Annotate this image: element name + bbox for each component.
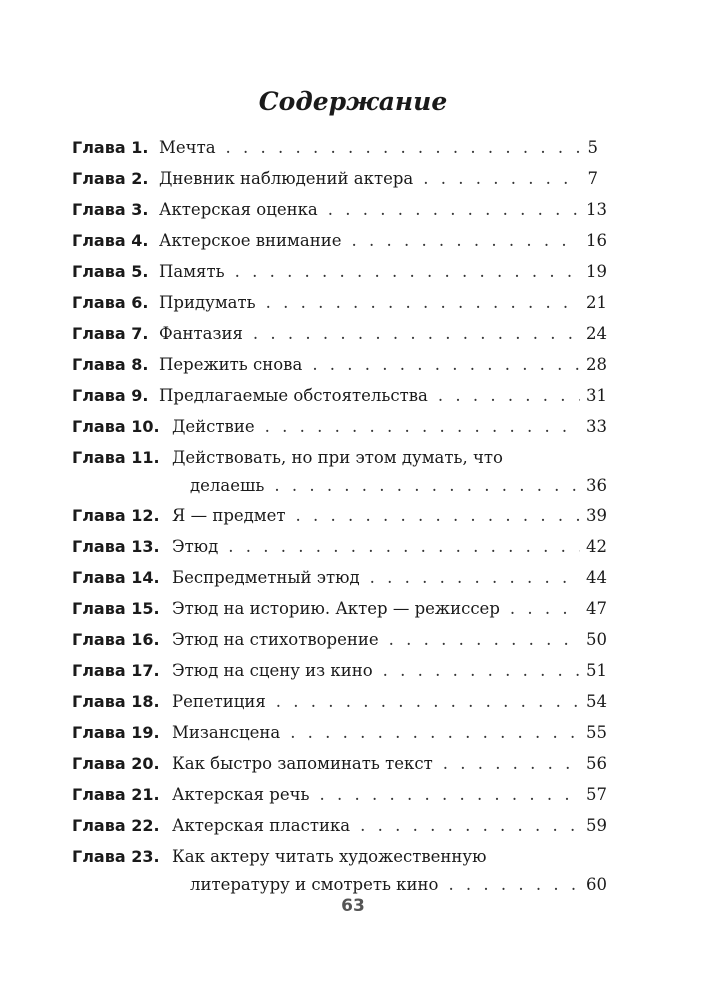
toc-entry[interactable] — [72, 533, 607, 564]
dot-leader — [226, 134, 580, 162]
chapter-label: Глава 12. — [72, 506, 160, 525]
chapter-title: Фантазия — [159, 324, 243, 343]
chapter-label: Глава 1. — [72, 138, 149, 157]
title-row — [159, 289, 607, 317]
chapter-title-line2: делаешь — [190, 476, 265, 495]
chapter-label: Глава 10. — [72, 417, 160, 436]
chapter-title: Актерское внимание — [159, 231, 342, 250]
chapter-page-number: 42 — [586, 537, 607, 556]
entry-body — [172, 781, 607, 809]
entry-body — [159, 165, 598, 193]
entry-body — [172, 750, 607, 778]
title-row — [172, 812, 607, 840]
title-row — [172, 719, 607, 747]
toc-entry[interactable] — [72, 750, 607, 781]
title-row — [159, 382, 607, 410]
chapter-label: Глава 15. — [72, 599, 160, 618]
chapter-page-number: 21 — [586, 293, 607, 312]
chapter-page-number: 24 — [586, 324, 607, 343]
chapter-label: Глава 20. — [72, 754, 160, 773]
chapter-title: Этюд — [172, 537, 219, 556]
entry-body — [159, 196, 607, 224]
chapter-title: Мизансцена — [172, 723, 281, 742]
chapter-title-line1: Действовать, но при этом думать, что — [172, 448, 503, 467]
chapter-page-number: 13 — [586, 200, 607, 219]
dot-leader — [253, 320, 580, 348]
chapter-label: Глава 16. — [72, 630, 160, 649]
title-row — [159, 320, 607, 348]
dot-leader — [265, 413, 580, 441]
toc-entry[interactable] — [72, 626, 607, 657]
entry-body — [172, 657, 607, 685]
chapter-page-number: 19 — [586, 262, 607, 281]
chapter-title: Мечта — [159, 138, 216, 157]
entry-body — [159, 227, 607, 255]
title-row — [159, 196, 607, 224]
title-row — [159, 165, 598, 193]
title-row — [172, 533, 607, 561]
chapter-label: Глава 21. — [72, 785, 160, 804]
toc-entry[interactable] — [72, 134, 598, 165]
entry-body — [172, 719, 607, 747]
title-row — [172, 502, 607, 530]
chapter-label: Глава 3. — [72, 200, 149, 219]
chapter-page-number: 16 — [586, 231, 607, 250]
chapter-title: Этюд на сцену из кино — [172, 661, 373, 680]
chapter-page-number: 36 — [586, 476, 607, 495]
title-row — [172, 781, 607, 809]
toc-entry[interactable] — [72, 196, 607, 227]
chapter-title: Память — [159, 262, 225, 281]
toc-entry[interactable] — [72, 165, 598, 196]
chapter-title: Актерская речь — [172, 785, 310, 804]
entry-body — [159, 382, 607, 410]
entry-body — [172, 626, 607, 654]
chapter-page-number: 33 — [586, 417, 607, 436]
chapter-label: Глава 4. — [72, 231, 149, 250]
toc-entry[interactable] — [72, 351, 607, 382]
chapter-label: Глава 5. — [72, 262, 149, 281]
entry-body — [172, 533, 607, 561]
title-row — [172, 688, 607, 716]
entry-body — [172, 812, 607, 840]
entry-body — [172, 688, 607, 716]
chapter-title: Придумать — [159, 293, 256, 312]
chapter-page-number: 60 — [586, 875, 607, 894]
chapter-label: Глава 14. — [72, 568, 160, 587]
title-row — [172, 595, 607, 623]
chapter-title-line2: литературу и смотреть кино — [190, 875, 439, 894]
chapter-title: Беспредметный этюд — [172, 568, 360, 587]
dot-leader — [228, 533, 580, 561]
toc-entry[interactable] — [72, 688, 607, 719]
chapter-title: Пережить снова — [159, 355, 303, 374]
entry-body — [172, 564, 607, 592]
chapter-label: Глава 13. — [72, 537, 160, 556]
entry-body — [172, 413, 607, 441]
title-row — [172, 413, 607, 441]
chapter-title: Актерская пластика — [172, 816, 351, 835]
title-row — [172, 564, 607, 592]
chapter-label: Глава 18. — [72, 692, 160, 711]
chapter-page-number: 47 — [586, 599, 607, 618]
title-row — [172, 472, 607, 500]
entry-body — [159, 289, 607, 317]
toc-entry[interactable] — [72, 502, 607, 533]
chapter-title: Этюд на историю. Актер — режиссер — [172, 599, 500, 618]
toc-entry[interactable] — [72, 289, 607, 320]
toc-title: Содержание — [258, 87, 448, 116]
entry-body — [172, 444, 607, 500]
chapter-title: Репетиция — [172, 692, 266, 711]
title-row — [159, 227, 607, 255]
entry-body — [159, 258, 607, 286]
toc-entry[interactable] — [72, 781, 607, 812]
chapter-page-number: 54 — [586, 692, 607, 711]
chapter-label: Глава 7. — [72, 324, 149, 343]
entry-body — [172, 595, 607, 623]
dot-leader — [235, 258, 580, 286]
chapter-page-number: 5 — [587, 138, 598, 157]
title-row — [159, 258, 607, 286]
dot-leader — [296, 502, 580, 530]
chapter-title: Действие — [172, 417, 255, 436]
dot-leader — [370, 564, 580, 592]
chapter-label: Глава 2. — [72, 169, 149, 188]
chapter-title: Этюд на стихотворение — [172, 630, 379, 649]
entry-body — [159, 351, 607, 379]
chapter-title: Дневник наблюдений актера — [159, 169, 414, 188]
toc-entry[interactable] — [72, 843, 607, 901]
chapter-label: Глава 17. — [72, 661, 160, 680]
chapter-page-number: 39 — [586, 506, 607, 525]
toc-entry[interactable] — [72, 258, 607, 289]
chapter-label: Глава 23. — [72, 847, 160, 866]
chapter-label: Глава 19. — [72, 723, 160, 742]
dot-leader — [383, 657, 580, 685]
dot-leader — [423, 165, 580, 193]
dot-leader — [389, 626, 580, 654]
chapter-label: Глава 11. — [72, 448, 160, 467]
toc-entry[interactable] — [72, 320, 607, 351]
title-row — [172, 657, 607, 685]
entry-body — [172, 843, 607, 899]
chapter-page-number: 28 — [586, 355, 607, 374]
title-row — [159, 351, 607, 379]
dot-leader — [510, 595, 580, 623]
toc-entry[interactable] — [72, 719, 607, 750]
dot-leader — [266, 289, 580, 317]
page-number: 63 — [341, 896, 365, 916]
chapter-title-line1: Как актеру читать художественную — [172, 847, 487, 866]
entry-body — [159, 134, 598, 162]
chapter-label: Глава 8. — [72, 355, 149, 374]
chapter-label: Глава 22. — [72, 816, 160, 835]
entry-body — [159, 320, 607, 348]
chapter-page-number: 55 — [586, 723, 607, 742]
chapter-page-number: 51 — [586, 661, 607, 680]
toc-entry[interactable] — [72, 413, 607, 444]
chapter-title: Предлагаемые обстоятельства — [159, 386, 428, 405]
toc-entry[interactable] — [72, 657, 607, 688]
toc-entry[interactable] — [72, 444, 607, 502]
dot-leader — [443, 750, 580, 778]
toc-entry[interactable] — [72, 564, 607, 595]
dot-leader — [328, 196, 580, 224]
toc-entry[interactable] — [72, 382, 607, 413]
dot-leader — [290, 719, 580, 747]
title-row — [159, 134, 598, 162]
chapter-page-number: 31 — [586, 386, 607, 405]
chapter-page-number: 50 — [586, 630, 607, 649]
chapter-label: Глава 9. — [72, 386, 149, 405]
dot-leader — [438, 382, 580, 410]
dot-leader — [360, 812, 580, 840]
chapter-title: Я — предмет — [172, 506, 286, 525]
dot-leader — [351, 227, 580, 255]
chapter-title: Актерская оценка — [159, 200, 318, 219]
chapter-page-number: 44 — [586, 568, 607, 587]
chapter-page-number: 7 — [587, 169, 598, 188]
toc-entry[interactable] — [72, 595, 607, 626]
toc-entry[interactable] — [72, 227, 607, 258]
chapter-page-number: 57 — [586, 785, 607, 804]
title-row — [172, 626, 607, 654]
dot-leader — [312, 351, 580, 379]
entry-body — [172, 502, 607, 530]
title-row — [172, 750, 607, 778]
chapter-title: Как быстро запоминать текст — [172, 754, 433, 773]
dot-leader — [274, 472, 580, 500]
toc-entry[interactable] — [72, 812, 607, 843]
toc-list — [72, 134, 607, 901]
dot-leader — [276, 688, 580, 716]
chapter-label: Глава 6. — [72, 293, 149, 312]
chapter-page-number: 59 — [586, 816, 607, 835]
dot-leader — [320, 781, 580, 809]
chapter-page-number: 56 — [586, 754, 607, 773]
